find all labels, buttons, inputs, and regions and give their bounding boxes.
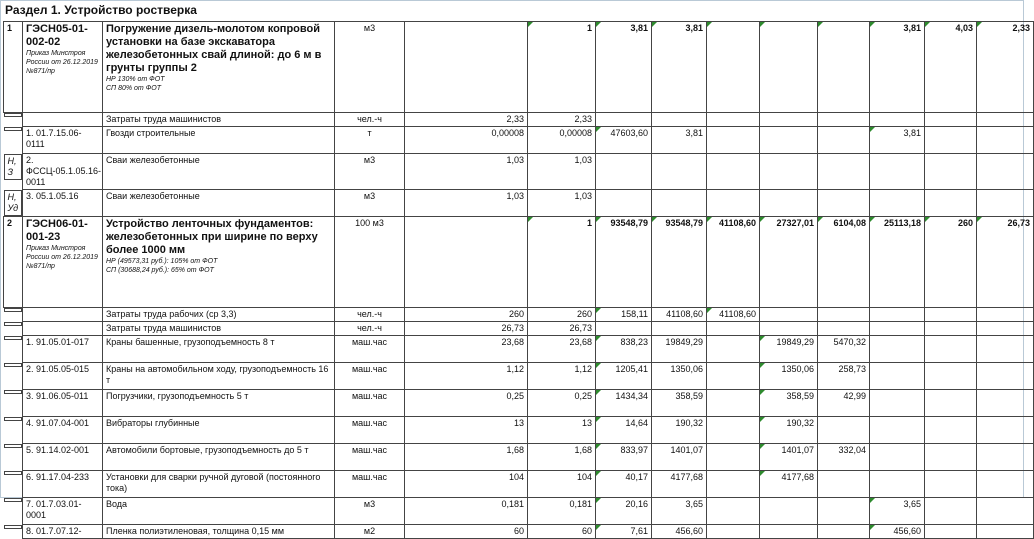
resource-sp [977, 390, 1034, 417]
resource-operators: 5470,32 [818, 336, 870, 363]
resource-operators [818, 154, 870, 190]
resource-operators [818, 471, 870, 498]
item-name: Погружение дизель-молотом копровой установки на базе экскаватора железобетонных свай длиной: до 6 м в грунты группы 2 [106, 23, 322, 74]
item-price: 93548,79 [596, 217, 652, 308]
item-unit: 100 м3 [335, 217, 405, 308]
resource-name: Гвозди строительные [103, 127, 335, 154]
resource-name: Вибраторы глубинные [103, 417, 335, 444]
resource-price: 20,16 [596, 498, 652, 525]
resource-materials [870, 322, 925, 336]
resource-materials: 456,60 [870, 525, 925, 539]
resource-row [4, 308, 1034, 322]
resource-materials [870, 190, 925, 217]
resource-code: 6. 91.17.04-233 [23, 471, 103, 498]
resource-unit: м3 [335, 498, 405, 525]
item-machines [760, 22, 818, 113]
resource-sum: 3,81 [652, 127, 707, 154]
item-sp: СП 80% от ФОТ [106, 85, 161, 92]
item-np-sum: 4,03 [925, 22, 977, 113]
resource-unit: чел.-ч [335, 113, 405, 127]
resource-sum: 1350,06 [652, 363, 707, 390]
resource-price: 1434,34 [596, 390, 652, 417]
resource-sum [652, 322, 707, 336]
resource-labor [707, 322, 760, 336]
resource-code [23, 322, 103, 336]
resource-mark [4, 525, 23, 529]
resource-qty: 1,03 [405, 190, 528, 217]
resource-sp [977, 190, 1034, 217]
resource-materials [870, 444, 925, 471]
resource-labor: 41108,60 [707, 308, 760, 322]
resource-np [925, 525, 977, 539]
resource-unit: м3 [335, 190, 405, 217]
resource-machines: 190,32 [760, 417, 818, 444]
resource-row [4, 190, 1034, 217]
resource-sum: 190,32 [652, 417, 707, 444]
resource-code [23, 308, 103, 322]
resource-operators [818, 417, 870, 444]
resource-machines [760, 127, 818, 154]
resource-mark: Н, Уд [4, 190, 23, 216]
resource-sp [977, 363, 1034, 390]
resource-code: 1. 91.05.01-017 [23, 336, 103, 363]
resource-labor [707, 363, 760, 390]
resource-np [925, 322, 977, 336]
resource-qty: 0,25 [405, 390, 528, 417]
item-qty [405, 22, 528, 113]
item-operators: 6104,08 [818, 217, 870, 308]
resource-machines: 1401,07 [760, 444, 818, 471]
item-code: ГЭСН06-01-001-23 [26, 218, 88, 243]
resource-price: 1205,41 [596, 363, 652, 390]
resource-price: 47603,60 [596, 127, 652, 154]
resource-total-qty: 104 [528, 471, 596, 498]
resource-mark [4, 113, 23, 117]
resource-np [925, 113, 977, 127]
resource-name: Погрузчики, грузоподъемность 5 т [103, 390, 335, 417]
resource-code: 4. 91.07.04-001 [23, 417, 103, 444]
resource-code: 1. 01.7.15.06-0111 [23, 127, 103, 154]
resource-sum: 456,60 [652, 525, 707, 539]
resource-unit: маш.час [335, 471, 405, 498]
item-code-cell [23, 217, 103, 308]
resource-np [925, 390, 977, 417]
resource-materials: 3,65 [870, 498, 925, 525]
resource-materials [870, 363, 925, 390]
resource-np [925, 127, 977, 154]
item-sp: СП (30688,24 руб.): 65% от ФОТ [106, 267, 214, 274]
resource-np [925, 154, 977, 190]
resource-name: Краны на автомобильном ходу, грузоподъемность 16 т [103, 363, 335, 390]
resource-operators: 332,04 [818, 444, 870, 471]
resource-unit: маш.час [335, 444, 405, 471]
resource-total-qty: 1,03 [528, 190, 596, 217]
item-total-qty: 1 [528, 22, 596, 113]
resource-total-qty: 23,68 [528, 336, 596, 363]
item-code: ГЭСН05-01-002-02 [26, 23, 88, 48]
resource-sp [977, 308, 1034, 322]
resource-qty: 0,00008 [405, 127, 528, 154]
resource-unit: чел.-ч [335, 308, 405, 322]
resource-price [596, 190, 652, 217]
resource-name: Затраты труда машинистов [103, 113, 335, 127]
resource-operators: 258,73 [818, 363, 870, 390]
resource-mark [4, 322, 23, 326]
resource-qty: 13 [405, 417, 528, 444]
resource-price: 158,11 [596, 308, 652, 322]
resource-total-qty: 2,33 [528, 113, 596, 127]
resource-total-qty: 1,68 [528, 444, 596, 471]
resource-sp [977, 154, 1034, 190]
resource-sp [977, 417, 1034, 444]
resource-np [925, 498, 977, 525]
resource-sp [977, 336, 1034, 363]
resource-price: 7,61 [596, 525, 652, 539]
resource-name: Автомобили бортовые, грузоподъемность до 5 т [103, 444, 335, 471]
resource-row [4, 113, 1034, 127]
item-materials: 3,81 [870, 22, 925, 113]
resource-qty: 1,03 [405, 154, 528, 190]
resource-operators [818, 113, 870, 127]
resource-mark [4, 127, 23, 131]
resource-name: Затраты труда рабочих (ср 3,3) [103, 308, 335, 322]
resource-mark [4, 308, 23, 312]
resource-labor [707, 417, 760, 444]
resource-sum [652, 113, 707, 127]
resource-labor [707, 390, 760, 417]
resource-total-qty: 26,73 [528, 322, 596, 336]
resource-name: Сваи железобетонные [103, 154, 335, 190]
item-name-cell [103, 217, 335, 308]
resource-code: 2. 91.05.05-015 [23, 363, 103, 390]
item-np-sum: 260 [925, 217, 977, 308]
resource-qty: 23,68 [405, 336, 528, 363]
resource-labor [707, 525, 760, 539]
resource-row [4, 336, 1034, 363]
resource-labor [707, 190, 760, 217]
resource-row [4, 390, 1034, 417]
item-order: Приказ Минстроя России от 26.12.2019 №871/пр [26, 50, 98, 75]
resource-operators: 42,99 [818, 390, 870, 417]
section-title: Раздел 1. Устройство ростверка [5, 3, 197, 17]
item-np: НР 130% от ФОТ [106, 76, 165, 83]
item-name-cell [103, 22, 335, 113]
resource-row [4, 322, 1034, 336]
item-row [4, 22, 1034, 113]
resource-np [925, 336, 977, 363]
item-total-qty: 1 [528, 217, 596, 308]
resource-sp [977, 471, 1034, 498]
resource-labor [707, 127, 760, 154]
item-name: Устройство ленточных фундаментов: железобетонных при ширине по верху более 1000 мм [106, 218, 318, 256]
item-row [4, 217, 1034, 308]
resource-price: 833,97 [596, 444, 652, 471]
resource-mark [4, 417, 23, 421]
resource-labor [707, 113, 760, 127]
resource-np [925, 308, 977, 322]
resource-name: Сваи железобетонные [103, 190, 335, 217]
resource-price [596, 322, 652, 336]
resource-np [925, 190, 977, 217]
resource-code: 8. 01.7.07.12- [23, 525, 103, 539]
resource-mark [4, 498, 23, 502]
resource-machines [760, 498, 818, 525]
resource-operators [818, 127, 870, 154]
resource-unit: м2 [335, 525, 405, 539]
resource-qty: 26,73 [405, 322, 528, 336]
resource-materials [870, 336, 925, 363]
item-np: НР (49573,31 руб.): 105% от ФОТ [106, 258, 218, 265]
resource-total-qty: 0,00008 [528, 127, 596, 154]
resource-labor [707, 444, 760, 471]
resource-machines [760, 322, 818, 336]
resource-mark [4, 444, 23, 448]
resource-name: Пленка полиэтиленовая, толщина 0,15 мм [103, 525, 335, 539]
item-materials: 25113,18 [870, 217, 925, 308]
item-code-cell [23, 22, 103, 113]
item-sp-sum: 26,73 [977, 217, 1034, 308]
resource-sp [977, 498, 1034, 525]
resource-total-qty: 260 [528, 308, 596, 322]
resource-sum [652, 154, 707, 190]
resource-total-qty: 0,181 [528, 498, 596, 525]
item-machines: 27327,01 [760, 217, 818, 308]
resource-mark [4, 363, 23, 367]
resource-row [4, 363, 1034, 390]
resource-sp [977, 444, 1034, 471]
item-unit: м3 [335, 22, 405, 113]
resource-materials [870, 390, 925, 417]
resource-np [925, 363, 977, 390]
item-operators [818, 22, 870, 113]
resource-sum: 1401,07 [652, 444, 707, 471]
resource-sum: 41108,60 [652, 308, 707, 322]
resource-total-qty: 1,03 [528, 154, 596, 190]
resource-price: 838,23 [596, 336, 652, 363]
resource-unit: м3 [335, 154, 405, 190]
resource-qty: 0,181 [405, 498, 528, 525]
resource-labor [707, 336, 760, 363]
resource-total-qty: 13 [528, 417, 596, 444]
resource-row [4, 417, 1034, 444]
resource-labor [707, 498, 760, 525]
resource-sp [977, 525, 1034, 539]
resource-name: Установки для сварки ручной дуговой (постоянного тока) [103, 471, 335, 498]
resource-price: 14,64 [596, 417, 652, 444]
resource-materials [870, 417, 925, 444]
item-labor: 41108,60 [707, 217, 760, 308]
resource-np [925, 471, 977, 498]
resource-row [4, 471, 1034, 498]
resource-sp [977, 127, 1034, 154]
resource-qty: 60 [405, 525, 528, 539]
resource-sp [977, 113, 1034, 127]
resource-machines: 19849,29 [760, 336, 818, 363]
resource-sp [977, 322, 1034, 336]
resource-total-qty: 1,12 [528, 363, 596, 390]
resource-name: Затраты труда машинистов [103, 322, 335, 336]
resource-mark [4, 471, 23, 475]
resource-price: 40,17 [596, 471, 652, 498]
resource-machines [760, 190, 818, 217]
resource-operators [818, 525, 870, 539]
item-number: 1 [4, 22, 23, 113]
resource-mark [4, 390, 23, 394]
resource-machines: 1350,06 [760, 363, 818, 390]
resource-operators [818, 308, 870, 322]
resource-sum: 3,65 [652, 498, 707, 525]
resource-code: 2. ФССЦ-05.1.05.16-0011 [23, 154, 103, 190]
resource-code: 5. 91.14.02-001 [23, 444, 103, 471]
resource-row [4, 154, 1034, 190]
resource-unit: т [335, 127, 405, 154]
item-sp-sum: 2,33 [977, 22, 1034, 113]
resource-unit: маш.час [335, 363, 405, 390]
resource-machines [760, 525, 818, 539]
resource-row [4, 498, 1034, 525]
resource-operators [818, 322, 870, 336]
resource-np [925, 417, 977, 444]
item-price: 3,81 [596, 22, 652, 113]
resource-materials [870, 471, 925, 498]
resource-code [23, 113, 103, 127]
resource-row [4, 127, 1034, 154]
resource-row [4, 444, 1034, 471]
resource-price [596, 154, 652, 190]
resource-code: 7. 01.7.03.01-0001 [23, 498, 103, 525]
resource-machines [760, 308, 818, 322]
resource-labor [707, 154, 760, 190]
resource-row [4, 525, 1034, 539]
resource-sum: 19849,29 [652, 336, 707, 363]
resource-np [925, 444, 977, 471]
resource-sum: 4177,68 [652, 471, 707, 498]
resource-machines [760, 154, 818, 190]
resource-qty: 104 [405, 471, 528, 498]
resource-qty: 1,68 [405, 444, 528, 471]
item-order: Приказ Минстроя России от 26.12.2019 №871/пр [26, 245, 98, 270]
resource-operators [818, 190, 870, 217]
resource-labor [707, 471, 760, 498]
resource-machines: 4177,68 [760, 471, 818, 498]
resource-price [596, 113, 652, 127]
item-sum: 93548,79 [652, 217, 707, 308]
item-sum: 3,81 [652, 22, 707, 113]
resource-qty: 260 [405, 308, 528, 322]
resource-materials [870, 154, 925, 190]
resource-total-qty: 0,25 [528, 390, 596, 417]
resource-name: Краны башенные, грузоподъемность 8 т [103, 336, 335, 363]
estimate-table [3, 21, 1034, 539]
resource-code: 3. 91.06.05-011 [23, 390, 103, 417]
item-labor [707, 22, 760, 113]
resource-sum [652, 190, 707, 217]
resource-mark: Н, З [4, 154, 23, 180]
resource-qty: 1,12 [405, 363, 528, 390]
resource-qty: 2,33 [405, 113, 528, 127]
resource-machines [760, 113, 818, 127]
resource-name: Вода [103, 498, 335, 525]
resource-materials [870, 113, 925, 127]
resource-materials: 3,81 [870, 127, 925, 154]
resource-unit: маш.час [335, 417, 405, 444]
resource-operators [818, 498, 870, 525]
resource-unit: маш.час [335, 390, 405, 417]
resource-machines: 358,59 [760, 390, 818, 417]
resource-mark [4, 336, 23, 340]
item-qty [405, 217, 528, 308]
resource-total-qty: 60 [528, 525, 596, 539]
resource-unit: чел.-ч [335, 322, 405, 336]
resource-materials [870, 308, 925, 322]
item-number: 2 [4, 217, 23, 308]
resource-code: 3. 05.1.05.16 [23, 190, 103, 217]
resource-sum: 358,59 [652, 390, 707, 417]
resource-unit: маш.час [335, 336, 405, 363]
